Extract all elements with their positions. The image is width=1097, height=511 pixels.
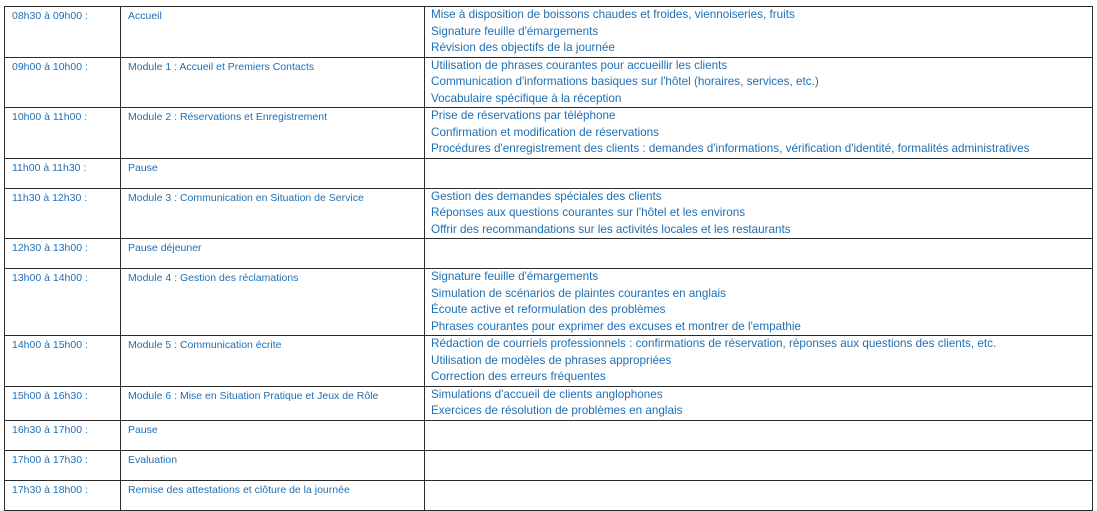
detail-line: Réponses aux questions courantes sur l'hôtel et les environs: [431, 206, 746, 219]
time-slot: 09h00 à 10h00 :: [5, 57, 121, 108]
schedule-table: [4, 6, 1093, 511]
module-details: [425, 420, 1093, 450]
module-title: Remise des attestations et clôture de la journée: [121, 480, 425, 510]
detail-line: Communication d'informations basiques sur l'hôtel (horaires, services, etc.): [431, 75, 819, 88]
schedule-row: [5, 269, 1093, 336]
schedule-row: [5, 239, 1093, 269]
time-slot: 08h30 à 09h00 :: [5, 7, 121, 58]
module-details: [425, 269, 1093, 336]
schedule-row: [5, 386, 1093, 420]
schedule-row: [5, 158, 1093, 188]
module-title: Module 6 : Mise en Situation Pratique et Jeux de Rôle: [121, 386, 425, 420]
module-details: [425, 480, 1093, 510]
module-details: [425, 450, 1093, 480]
detail-line: Phrases courantes pour exprimer des excuses et montrer de l'empathie: [431, 319, 801, 333]
module-title: Pause: [121, 420, 425, 450]
detail-line: Signature feuille d'émargements: [431, 24, 599, 38]
time-slot: 10h00 à 11h00 :: [5, 108, 121, 159]
detail-line: Rédaction de courriels professionnels : confirmations de réservation, réponses aux questions des clients, etc.: [431, 337, 997, 350]
schedule-body: [5, 7, 1093, 511]
time-slot: 14h00 à 15h00 :: [5, 336, 121, 387]
module-details: [425, 7, 1093, 58]
schedule-row: [5, 336, 1093, 387]
module-title: Module 4 : Gestion des réclamations: [121, 269, 425, 336]
detail-line: Utilisation de modèles de phrases appropriées: [431, 353, 672, 367]
detail-line: Mise à disposition de boissons chaudes et froides, viennoiseries, fruits: [431, 8, 795, 21]
detail-line: Utilisation de phrases courantes pour accueillir les clients: [431, 58, 728, 72]
schedule-row: [5, 57, 1093, 108]
module-details: [425, 108, 1093, 159]
detail-line: Correction des erreurs fréquentes: [431, 370, 606, 383]
module-title: Pause: [121, 158, 425, 188]
detail-line: Révision des objectifs de la journée: [431, 41, 615, 54]
detail-line: Simulations d'accueil de clients anglophones: [431, 387, 663, 401]
module-details: [425, 239, 1093, 269]
detail-line: Écoute active et reformulation des problèmes: [431, 303, 666, 316]
time-slot: 11h30 à 12h30 :: [5, 188, 121, 239]
module-title: Module 3 : Communication en Situation de Service: [121, 188, 425, 239]
time-slot: 13h00 à 14h00 :: [5, 269, 121, 336]
module-title: Evaluation: [121, 450, 425, 480]
detail-line: Vocabulaire spécifique à la réception: [431, 91, 622, 105]
detail-line: Procédures d'enregistrement des clients : demandes d'informations, vérification d'identité, formalités administratives: [431, 142, 1030, 155]
module-title: Module 5 : Communication écrite: [121, 336, 425, 387]
schedule-row: [5, 108, 1093, 159]
module-title: Accueil: [121, 7, 425, 58]
time-slot: 15h00 à 16h30 :: [5, 386, 121, 420]
detail-line: Exercices de résolution de problèmes en anglais: [431, 404, 683, 417]
schedule-row: [5, 420, 1093, 450]
module-details: [425, 57, 1093, 108]
time-slot: 16h30 à 17h00 :: [5, 420, 121, 450]
module-details: [425, 336, 1093, 387]
time-slot: 17h00 à 17h30 :: [5, 450, 121, 480]
schedule-row: [5, 7, 1093, 58]
time-slot: 12h30 à 13h00 :: [5, 239, 121, 269]
schedule-row: [5, 188, 1093, 239]
module-title: Module 1 : Accueil et Premiers Contacts: [121, 57, 425, 108]
module-details: [425, 386, 1093, 420]
module-details: [425, 188, 1093, 239]
detail-line: Gestion des demandes spéciales des clients: [431, 189, 662, 203]
module-details: [425, 158, 1093, 188]
detail-line: Prise de réservations par téléphone: [431, 109, 616, 122]
module-title: Pause déjeuner: [121, 239, 425, 269]
detail-line: Simulation de scénarios de plaintes courantes en anglais: [431, 286, 726, 300]
schedule-row: [5, 450, 1093, 480]
detail-line: Signature feuille d'émargements: [431, 270, 599, 283]
detail-line: Confirmation et modification de réservations: [431, 125, 660, 139]
detail-line: Offrir des recommandations sur les activités locales et les restaurants: [431, 222, 791, 236]
module-title: Module 2 : Réservations et Enregistrement: [121, 108, 425, 159]
time-slot: 11h00 à 11h30 :: [5, 158, 121, 188]
time-slot: 17h30 à 18h00 :: [5, 480, 121, 510]
schedule-row: [5, 480, 1093, 510]
